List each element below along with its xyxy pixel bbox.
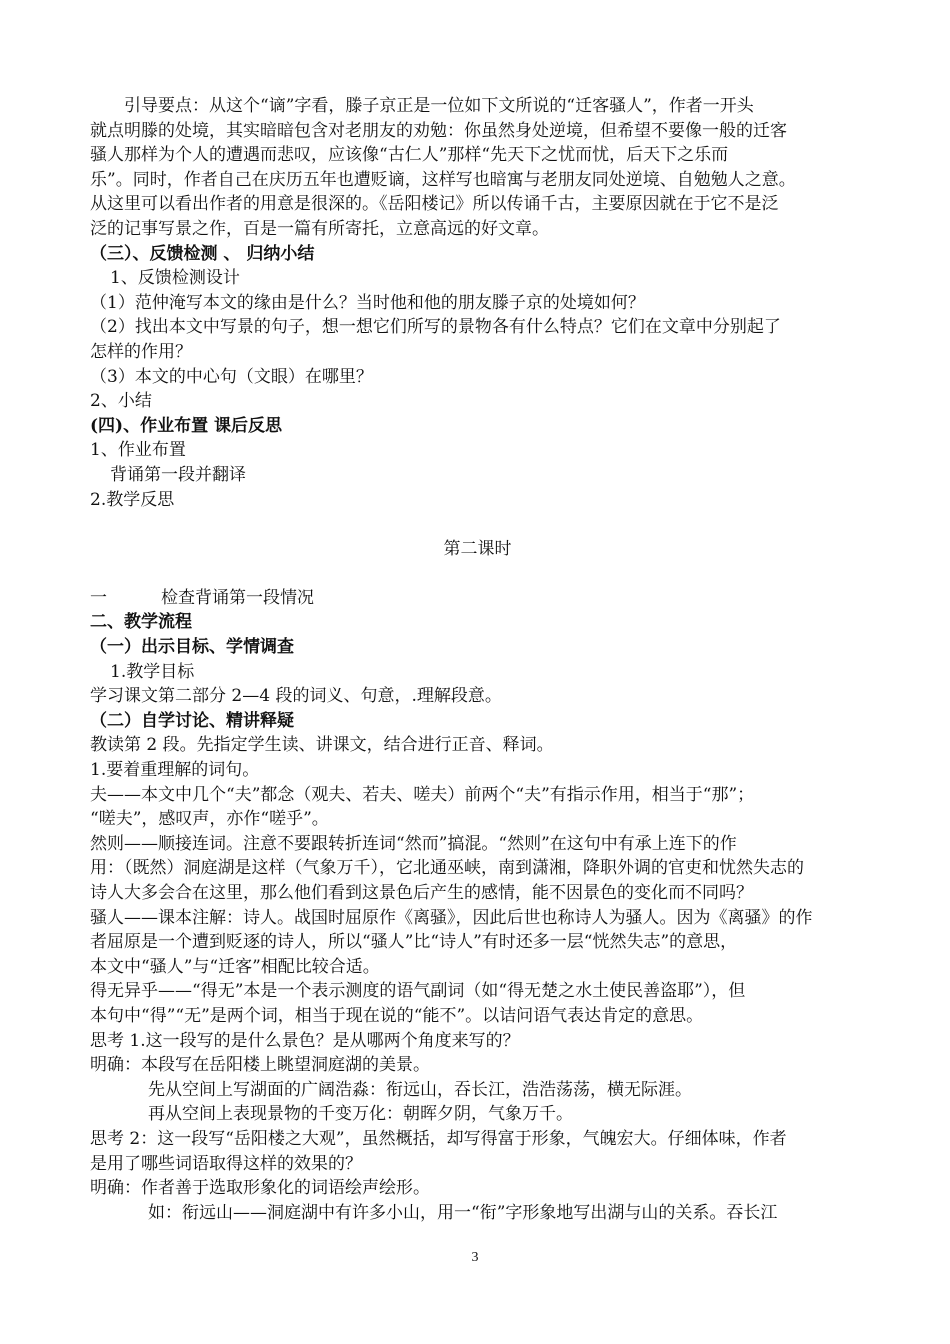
answer-1-detail: 先从空间上写湖面的广阔浩淼：衔远山，吞长江，浩浩荡荡，横无际涯。 — [148, 1079, 692, 1100]
note-saoren-line: 者屈原是一个遭到贬逐的诗人，所以“骚人”比“诗人”有时还多一层“恍然失志”的意思， — [90, 932, 738, 953]
answer-2: 明确：作者善于选取形象化的词语绘声绘形。 — [90, 1178, 430, 1199]
question-3: （3）本文的中心句（文眼）在哪里？ — [90, 366, 373, 387]
answer-1: 明确：本段写在岳阳楼上眺望洞庭湖的美景。 — [90, 1055, 430, 1076]
think-question-2-line: 思考 2：这一段写“岳阳楼之大观”，虽然概括，却写得富于形象，气魄宏大。仔细体味，作者 — [90, 1128, 787, 1149]
question-2-line: （2）找出本文中写景的句子，想一想它们所写的景物各有什么特点？它们在文章中分别起了 — [90, 317, 781, 338]
answer-1-detail: 再从空间上表现景物的千变万化：朝晖夕阴，气象万千。 — [148, 1104, 573, 1125]
note-fu-line: 夫——本文中几个“夫”都念（观夫、若夫、嗟夫）前两个“夫”有指示作用，相当于“那”； — [90, 784, 755, 805]
note-dewu-line: 得无异乎——“得无”本是一个表示测度的语气副词（如“得无楚之水土使民善盗耶”），但 — [90, 981, 746, 1002]
note-saoren-line: 骚人——课本注解：诗人。战国时屈原作《离骚》，因此后世也称诗人为骚人。因为《离骚》的作 — [90, 907, 813, 928]
question-2-line: 怎样的作用？ — [90, 341, 192, 362]
goal-title: 1.教学目标 — [110, 661, 195, 682]
think-question-1: 思考 1.这一段写的是什么景色？是从哪两个角度来写的？ — [90, 1030, 520, 1051]
paragraph-guidance-line: 引导要点：从这个“谪”字看，滕子京正是一位如下文所说的“迁客骚人”，作者一开头 — [124, 96, 754, 116]
paragraph-guidance-line: 就点明滕的处境，其实暗暗包含对老朋友的劝勉：你虽然身处逆境，但希望不要像一般的迁客 — [90, 120, 787, 141]
question-1: （1）范仲淹写本文的缘由是什么？当时他和他的朋友滕子京的处境如何？ — [90, 292, 645, 313]
section-one-number: 一 — [90, 587, 107, 608]
section-one-text: 检查背诵第一段情况 — [161, 587, 314, 608]
section-one — [90, 586, 865, 611]
feedback-design-title: 1、反馈检测设计 — [110, 268, 240, 289]
homework-title: 1、作业布置 — [90, 440, 186, 461]
note-ranze-line: 然则——顺接连词。注意不要跟转折连词“然而”搞混。“然则”在这句中有承上连下的作 — [90, 833, 737, 854]
lesson-two-title: 第二课时 — [443, 538, 512, 559]
heading-self-study: （二）自学讨论、精讲释疑 — [90, 710, 294, 731]
answer-2-detail: 如：衔远山——洞庭湖中有许多小山，用一“衔”字形象地写出湖与山的关系。吞长江 — [148, 1202, 778, 1223]
heading-feedback: （三）、反馈检测 、 归纳小结 — [90, 243, 315, 264]
note-ranze-line: 用：（既然）洞庭湖是这样（气象万千），它北通巫峡，南到潇湘，降职外调的官吏和忧然失志的 — [90, 858, 804, 879]
document-page — [90, 94, 865, 1225]
heading-homework: (四)、作业布置 课后反思 — [90, 415, 283, 436]
note-saoren-line: 本文中“骚人”与“迁客”相配比较合适。 — [90, 956, 380, 977]
paragraph-guidance-line: 泛的记事写景之作，百是一篇有所寄托，立意高远的好文章。 — [90, 218, 549, 239]
teaching-reflection: 2.教学反思 — [90, 489, 175, 510]
page-number: 3 — [471, 1250, 479, 1265]
note-fu-line: “嗟夫”，感叹声，亦作“嗟乎”。 — [90, 809, 329, 830]
homework-item: 背诵第一段并翻译 — [110, 464, 246, 485]
paragraph-guidance-line: 从这里可以看出作者的用意是很深的。《岳阳楼记》所以传诵千古，主要原因就在于它不是泛 — [90, 194, 779, 215]
note-dewu-line: 本句中“得”“无”是两个词，相当于现在说的“能不”。以诘问语气表达肯定的意思。 — [90, 1005, 704, 1026]
note-ranze-line: 诗人大多会合在这里，那么他们看到这景色后产生的感情，能不因景色的变化而不同吗？ — [90, 883, 753, 903]
goal-text: 学习课文第二部分 2—4 段的词义、句意，.理解段意。 — [90, 686, 502, 707]
key-words-title: 1.要着重理解的词句。 — [90, 760, 260, 781]
teach-paragraph: 教读第 2 段。先指定学生读、讲课文，结合进行正音、释词。 — [90, 735, 554, 756]
heading-teaching-process: 二、教学流程 — [90, 612, 192, 633]
think-question-2-line: 是用了哪些词语取得这样的效果的？ — [90, 1153, 362, 1174]
paragraph-guidance-line: 乐”。同时，作者自己在庆历五年也遭贬谪，这样写也暗寓与老朋友同处逆境、自勉勉人之意。 — [90, 169, 796, 190]
paragraph-guidance-line: 骚人那样为个人的遭遇而悲叹，应该像“古仁人”那样“先天下之忧而忧，后天下之乐而 — [90, 145, 729, 166]
summary-title: 2、小结 — [90, 391, 152, 412]
heading-goals: （一）出示目标、学情调查 — [90, 637, 294, 658]
